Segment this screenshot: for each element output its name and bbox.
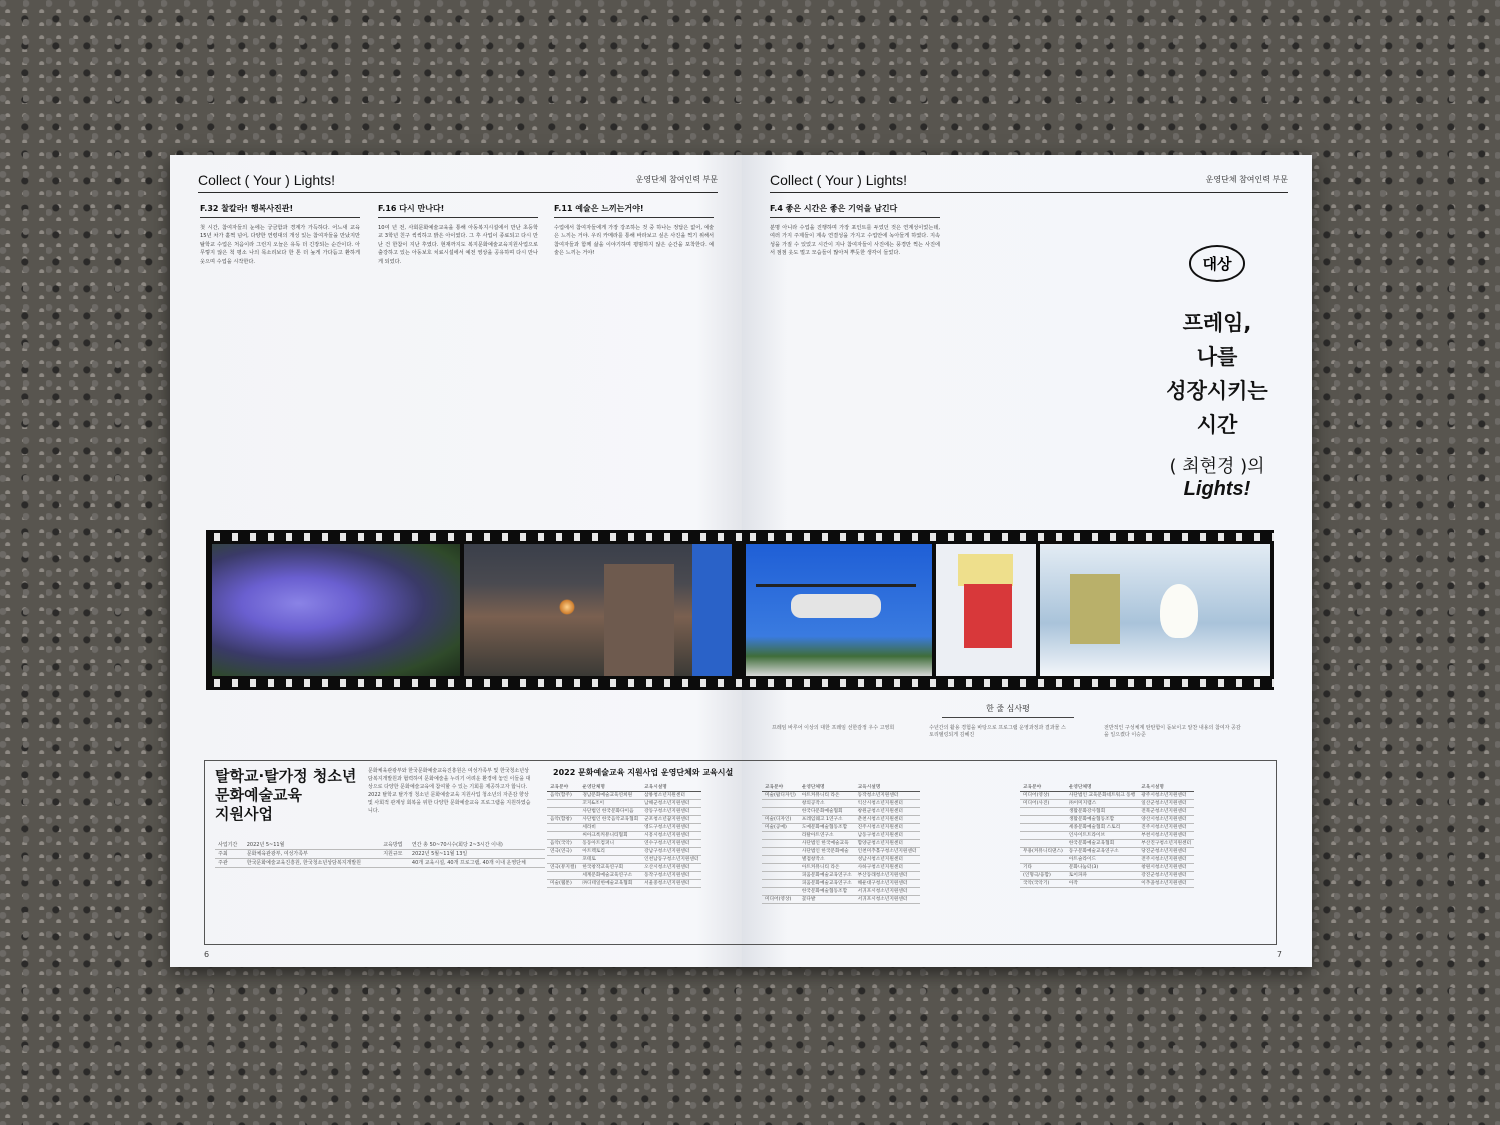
film-perforation <box>742 679 1274 687</box>
book-pitch <box>958 554 1013 586</box>
book-red <box>964 584 1012 648</box>
table-cell <box>762 871 799 879</box>
table-cell <box>1020 807 1066 815</box>
program-meta-table <box>215 841 545 868</box>
table-cell: 사단법인 한국예술교육 <box>799 839 855 847</box>
table-row <box>762 791 920 799</box>
table-cell: 함양군청소년지원센터 <box>855 839 920 847</box>
table-row <box>547 879 701 887</box>
table-cell: 문화나눔터(3) <box>1066 863 1138 871</box>
table-cell: 씨아크록커뮤니티협회 <box>579 831 641 839</box>
table-header-row <box>1020 783 1194 791</box>
table-cell: 도예문화예술협동조합 <box>799 823 855 831</box>
table-cell: 창원군청소년지원센터 <box>855 807 920 815</box>
magazine-spread <box>170 155 1312 967</box>
table-row <box>547 823 701 831</box>
table-cell: 동작구청소년지원센터 <box>641 871 701 879</box>
table-row <box>762 807 920 815</box>
table-cell: 한국문화예술교육협회 <box>1066 839 1138 847</box>
table-cell: 부천시청소년지원센터 <box>1138 831 1194 839</box>
page-number: 6 <box>204 950 210 959</box>
program-title-line: 문화예술교육 <box>215 786 302 804</box>
table-cell: 일산군청소년지원센터 <box>1138 799 1194 807</box>
table-cell: 국악(국악기) <box>1020 879 1066 887</box>
table-header-row <box>547 783 701 791</box>
meta-row: 사업기간 2022년 5~11월 교육방법 연간 총 50~70시수(회당 2~3시간 이내) <box>215 841 545 850</box>
table-cell: 서귀포시청소년지원센터 <box>855 895 920 903</box>
review-label: 한 줄 심사평 <box>942 703 1074 718</box>
article-body: 분명 아니라 수업을 진행하며 가장 포인트를 두었던 것은 연계성이었는데, 여러 가지 주제들이 계속 연결성을 가지고 수업안에 녹아들게 하였다. 지속성을 가질 수 있었고 시간이 지나 참여자들이 사진에는 풍경만 찍는 사진에서 점점 옷도 멀고 모습들이 많아져 뿌듯한 생각이 들었다. <box>770 224 940 257</box>
photo-books <box>936 544 1036 676</box>
program-description: 문화체육관광부와 한국문화예술교육진흥원은 여성가족부 및 한국청소년상담복지개발원과 협력하여 문화예술을 누리기 어려운 환경에 놓인 이들을 대상으로 다양한 문화예술교육에 참여할 수 있는 기회를 제공하고자 합니다. 2022 탈학교 탈가정 청소년 문화예술교육 지원사업 청소년의 자존감 향상 및 사회적 관계성 회복을 위한 다양한 문화예술교육 프로그램을 지원하였습니다. <box>368 768 531 814</box>
table-cell: 라탈아트연구소 <box>799 831 855 839</box>
table-cell: 이추졸청소년지원센터 <box>1138 879 1194 887</box>
table-cell: 피움문화예술교육연구소 <box>799 879 855 887</box>
table-cell: 아트렉토리 <box>579 847 641 855</box>
table-cell: 부산진구청소년지원센터 <box>1138 839 1194 847</box>
yellow-book <box>1070 574 1120 644</box>
article-column <box>378 205 538 267</box>
drone-body <box>791 594 881 618</box>
table-row <box>547 791 701 799</box>
section-label: 운영단체 참여인력 부문 <box>635 175 718 184</box>
article-body: 10여 년 전, 사회문화예술교육을 통해 아동복지시설에서 만난 초등학교 3학년 친구 씩씩하고 밝은 아이였다. 그 후 사업이 종료되고 다시 만난 건 한참이 지난 후였다. 현재까지도 복지문화예술교육지원사업으로 출강하고 있는 아동보호 치료시설에서 예전 영상을 공유하며 다시 만나게 되었다. <box>378 224 538 265</box>
table-title: 2022 문화예술교육 지원사업 운영단체와 교육시설 <box>553 768 734 777</box>
table-cell <box>547 831 579 839</box>
table-cell: 성남시청소년지원센터 <box>855 855 920 863</box>
table-cell: 전주시청소년지원센터 <box>1138 855 1194 863</box>
table-cell: 음악(합주) <box>547 791 579 799</box>
table-cell <box>762 839 799 847</box>
film-perforation <box>206 533 742 541</box>
table-cell: 아트슬라이드 <box>1066 855 1138 863</box>
table-cell: 익산시청소년지원센터 <box>855 799 920 807</box>
table-row <box>762 815 920 823</box>
film-perforation <box>742 533 1274 541</box>
drone-rotor <box>756 584 916 587</box>
table-cell: 시흥시청소년지원센터 <box>641 831 701 839</box>
table-cell: 세계문화예술교육연구소 <box>579 871 641 879</box>
table-cell: 미술(팝디자인) <box>762 791 799 799</box>
table-cell: 사단법인 한국문화다이음 <box>579 807 641 815</box>
review-items <box>742 724 1274 738</box>
table-row <box>1020 839 1194 847</box>
review-item: 프레임 바루어 이상의 대한 프레임 선한감정 우수 고영희 <box>772 725 895 731</box>
table-cell: 광주시청소년지원센터 <box>1138 791 1194 799</box>
table-cell <box>1020 855 1066 863</box>
table-cell: 세라비 <box>579 823 641 831</box>
table-cell <box>1020 831 1066 839</box>
table-header-cell: 교육시설명 <box>1138 783 1194 791</box>
table-cell: 창의공작소 <box>799 799 855 807</box>
review-section <box>742 703 1274 738</box>
table-row <box>1020 863 1194 871</box>
table-cell: 전북군청소년지원센터 <box>1138 807 1194 815</box>
table-cell: 생활문화강사협회 <box>1066 807 1138 815</box>
table-cell: 음악(국악) <box>547 839 579 847</box>
table-cell: 사단법인 교육문화네트워크 동행 <box>1066 791 1138 799</box>
table-header-cell: 교육분야 <box>1020 783 1066 791</box>
table-cell <box>762 799 799 807</box>
table-cell: 인사이트트라이브 <box>1066 831 1138 839</box>
meta-row: 주관 한국문화예술교육진흥원, 한국청소년상담복지개발원 40개 교육시설, 40개 프로그램, 40개 이내 운영단체 <box>215 859 545 868</box>
table-header-row <box>762 783 920 791</box>
table-row <box>1020 799 1194 807</box>
table-cell <box>762 863 799 871</box>
table-cell: 부산동래청소년지원센터 <box>855 871 920 879</box>
feature-title: 프레임, 나를 성장시키는 시간 <box>1166 311 1268 437</box>
table-cell: 아트커뮤니티 라온 <box>799 791 855 799</box>
page-header <box>770 167 1288 193</box>
organization-table-box <box>742 760 1277 945</box>
table-cell: 연극(뮤지컬) <box>547 863 579 871</box>
table-row <box>762 839 920 847</box>
table-row <box>1020 847 1194 855</box>
table-cell <box>762 831 799 839</box>
table-header-cell: 운영단체명 <box>579 783 641 791</box>
section-label: 운영단체 참여인력 부문 <box>1205 175 1288 184</box>
table-cell <box>762 847 799 855</box>
table-cell: 연수구청소년지원센터 <box>641 839 701 847</box>
table-cell <box>1020 815 1066 823</box>
review-item: 전반적인 구성체계 탄탄함이 돋보이고 알찬 내용의 참여자 공감을 일으켰다 이승준 <box>1104 725 1241 738</box>
table-cell: ㈜이미지랩스 <box>1066 799 1138 807</box>
author-line: ( 최현경 )의 <box>1169 456 1265 477</box>
table-row <box>762 887 920 895</box>
table-cell: 기타 <box>1020 863 1066 871</box>
table-cell: 진주시청소년지원센터 <box>1138 823 1194 831</box>
table-cell: 음악(합창) <box>547 815 579 823</box>
table-row <box>762 879 920 887</box>
film-strip <box>206 530 742 690</box>
table-row <box>547 839 701 847</box>
article-column <box>554 205 714 258</box>
table-header-cell: 운영단체명 <box>799 783 855 791</box>
table-cell: 삼룡청소년지원센터 <box>641 791 701 799</box>
table-row <box>547 807 701 815</box>
table-row <box>762 895 920 903</box>
table-cell <box>762 807 799 815</box>
feature-title-block <box>1142 245 1292 501</box>
table-cell <box>1020 839 1066 847</box>
table-cell: 인천남동구청소년지원센터 <box>641 855 701 863</box>
article-body: 수업에서 참여자들에게 가장 강조하는 것 중 하나는 정답은 없어, 예술은 느끼는 거야. 우리 카메라를 통해 바라보고 싶은 사진을 찍기 위해서 참여자들과 함께 삶을 이야기하며 평범하지 않은 순간을 포착한다. 예술은 느끼는 거야! <box>554 224 714 257</box>
film-strip <box>742 530 1274 690</box>
magazine-title: Collect ( Your ) Lights! <box>198 171 335 188</box>
table-cell: 꼬지&조이 <box>579 799 641 807</box>
table-cell: 아작 <box>1066 879 1138 887</box>
organization-table <box>547 783 701 888</box>
program-title-line: 탈학교·탈가정 청소년 <box>215 767 357 785</box>
table-row <box>762 799 920 807</box>
table-row <box>1020 871 1194 879</box>
review-item: 수년간의 활용 경험을 바탕으로 프로그램 운영과정과 결과물 스토리텔링되게 김혜진 <box>929 725 1066 738</box>
article-body: 첫 시간, 참여자들의 눈에는 궁금함과 경계가 가득하다. 어느새 교육 15년 차가 훌쩍 넘어, 다양한 연령대의 개성 있는 참여자들을 만났지만 탈학교 수업은 처음이라 그런지 오늘은 유독 더 긴장되는 순간이다. 아무렇지 않은 척 평소 나의 목소리보다 한 톤 더 높게 가다듬고 환하게 웃으며 수업을 시작한다. <box>200 224 360 265</box>
table-cell: 꽃다발 <box>799 895 855 903</box>
table-cell: 세종문화예술협회 스토리 <box>1066 823 1138 831</box>
table-cell: 미디어(사진) <box>1020 799 1066 807</box>
photo-window <box>1040 544 1270 676</box>
table-cell <box>547 799 579 807</box>
table-cell: 당진군청소년지원센터 <box>1138 847 1194 855</box>
table-row <box>1020 823 1194 831</box>
table-header-cell: 교육분야 <box>762 783 799 791</box>
article-heading: F.32 찰칼라! 행복사진관! <box>200 205 360 218</box>
table-row <box>547 863 701 871</box>
table-cell: 춘천시청소년지원센터 <box>855 815 920 823</box>
table-cell <box>547 807 579 815</box>
award-badge: 대상 <box>1189 245 1246 282</box>
table-cell: 동작청소년지원센터 <box>855 791 920 799</box>
table-cell: 사단법인 한국음악교육협회 <box>579 815 641 823</box>
table-cell <box>547 855 579 863</box>
meta-row: 주최 문화체육관광부, 여성가족부 지원규모 2022년 5월~11월 13일 <box>215 850 545 859</box>
program-title <box>215 767 356 824</box>
table-cell: 해운대구청소년지원센터 <box>855 879 920 887</box>
photo-flowers <box>212 544 460 676</box>
table-cell: 사단법인 한국문화예술 <box>799 847 855 855</box>
table-header-cell: 운영단체명 <box>1066 783 1138 791</box>
table-cell: 프레임웨고 1연구소 <box>799 815 855 823</box>
table-row <box>1020 791 1194 799</box>
article-heading: F.16 다시 만나다! <box>378 205 538 218</box>
table-row <box>1020 807 1194 815</box>
magazine-title: Collect ( Your ) Lights! <box>770 171 907 188</box>
table-cell: 한국문화예술협동조합 <box>799 887 855 895</box>
table-row <box>1020 879 1194 887</box>
table-row <box>762 855 920 863</box>
table-cell: 토이파파 <box>1066 871 1138 879</box>
table-cell: 서귀포시청소년지원센터 <box>855 887 920 895</box>
table-cell: 인천미추홀구청소년지원센터 <box>855 847 920 855</box>
page-header <box>198 167 718 193</box>
table-header-cell: 교육분야 <box>547 783 579 791</box>
organization-table <box>762 783 920 904</box>
film-perforation <box>206 679 742 687</box>
table-cell: 오산시청소년지원센터 <box>641 863 701 871</box>
page-number: 7 <box>1276 950 1282 959</box>
table-cell: 창원시청소년지원센터 <box>1138 863 1194 871</box>
table-cell: 강남구청소년지원센터 <box>641 847 701 855</box>
table-row <box>547 799 701 807</box>
table-cell: 미디어(영상) <box>762 895 799 903</box>
table-cell: 포테토 <box>579 855 641 863</box>
table-cell: 별점창작소 <box>799 855 855 863</box>
program-info-box <box>204 760 742 945</box>
right-page <box>742 155 1312 967</box>
table-cell: 경남문화예술교육연희원 <box>579 791 641 799</box>
organization-table <box>1020 783 1194 888</box>
table-cell: 서울중청소년지원센터 <box>641 879 701 887</box>
article-heading: F.4 좋은 시간은 좋은 기억을 남긴다 <box>770 205 940 218</box>
duck-figure <box>1160 584 1198 638</box>
table-cell: 남해군청소년지원센터 <box>641 799 701 807</box>
photo-building <box>464 544 732 676</box>
table-row <box>762 863 920 871</box>
table-cell: 미술(디자인) <box>762 815 799 823</box>
table-cell <box>1020 823 1066 831</box>
table-row <box>547 871 701 879</box>
table-cell: 미술(공예) <box>762 823 799 831</box>
table-cell: 동동아트컴퍼니 <box>579 839 641 847</box>
table-cell: 피움문화예술교육연구소 <box>799 871 855 879</box>
table-cell: 아트커뮤니티 라온 <box>799 863 855 871</box>
table-row <box>547 831 701 839</box>
table-cell: ㈜디테일한예술교육협회 <box>579 879 641 887</box>
table-cell <box>762 879 799 887</box>
street-light-glow <box>559 599 575 615</box>
article-column <box>770 205 940 258</box>
house-wall <box>604 564 674 676</box>
table-cell: 강진군청소년지원센터 <box>1138 871 1194 879</box>
table-cell: 연극(연극) <box>547 847 579 855</box>
photo-drone <box>746 544 932 676</box>
table-cell <box>762 855 799 863</box>
lights-label: Lights! <box>1183 478 1251 500</box>
article-heading: F.11 예술은 느끼는거야! <box>554 205 714 218</box>
table-cell: 진주시청소년지원센터 <box>855 823 920 831</box>
table-row <box>762 831 920 839</box>
table-cell: 사하구청소년지원센터 <box>855 863 920 871</box>
table-header-cell: 교육시설명 <box>855 783 920 791</box>
table-cell: 군포청소년꿈지원센터 <box>641 815 701 823</box>
blue-sky-edge <box>692 544 732 676</box>
table-header-cell: 교육시설명 <box>641 783 701 791</box>
table-cell: 미디어(영상) <box>1020 791 1066 799</box>
table-cell: 영도구청소년지원센터 <box>641 823 701 831</box>
program-title-line: 지원사업 <box>215 805 273 823</box>
table-cell <box>547 871 579 879</box>
table-row <box>762 871 920 879</box>
table-row <box>547 847 701 855</box>
left-page <box>170 155 742 967</box>
table-cell: 동구문화예술교육연구소 <box>1066 847 1138 855</box>
table-cell <box>547 823 579 831</box>
table-cell <box>762 887 799 895</box>
table-row <box>762 847 920 855</box>
table-cell: 생활문화예술협동조합 <box>1066 815 1138 823</box>
table-row <box>1020 815 1194 823</box>
table-cell: 미술(웹툰) <box>547 879 579 887</box>
table-cell: 양산시청소년지원센터 <box>1138 815 1194 823</box>
table-cell: 남동구청소년지원센터 <box>855 831 920 839</box>
table-row <box>762 823 920 831</box>
table-row <box>547 855 701 863</box>
table-cell: (인형극/융합) <box>1020 871 1066 879</box>
table-cell: 한국다문화예술협회 <box>799 807 855 815</box>
table-row <box>547 815 701 823</box>
table-cell: 무용(커뮤니티댄스) <box>1020 847 1066 855</box>
table-cell: 강동구청소년지원센터 <box>641 807 701 815</box>
table-row <box>1020 831 1194 839</box>
table-row <box>1020 855 1194 863</box>
article-column <box>200 205 360 267</box>
table-cell: 한국창작교육연구회 <box>579 863 641 871</box>
